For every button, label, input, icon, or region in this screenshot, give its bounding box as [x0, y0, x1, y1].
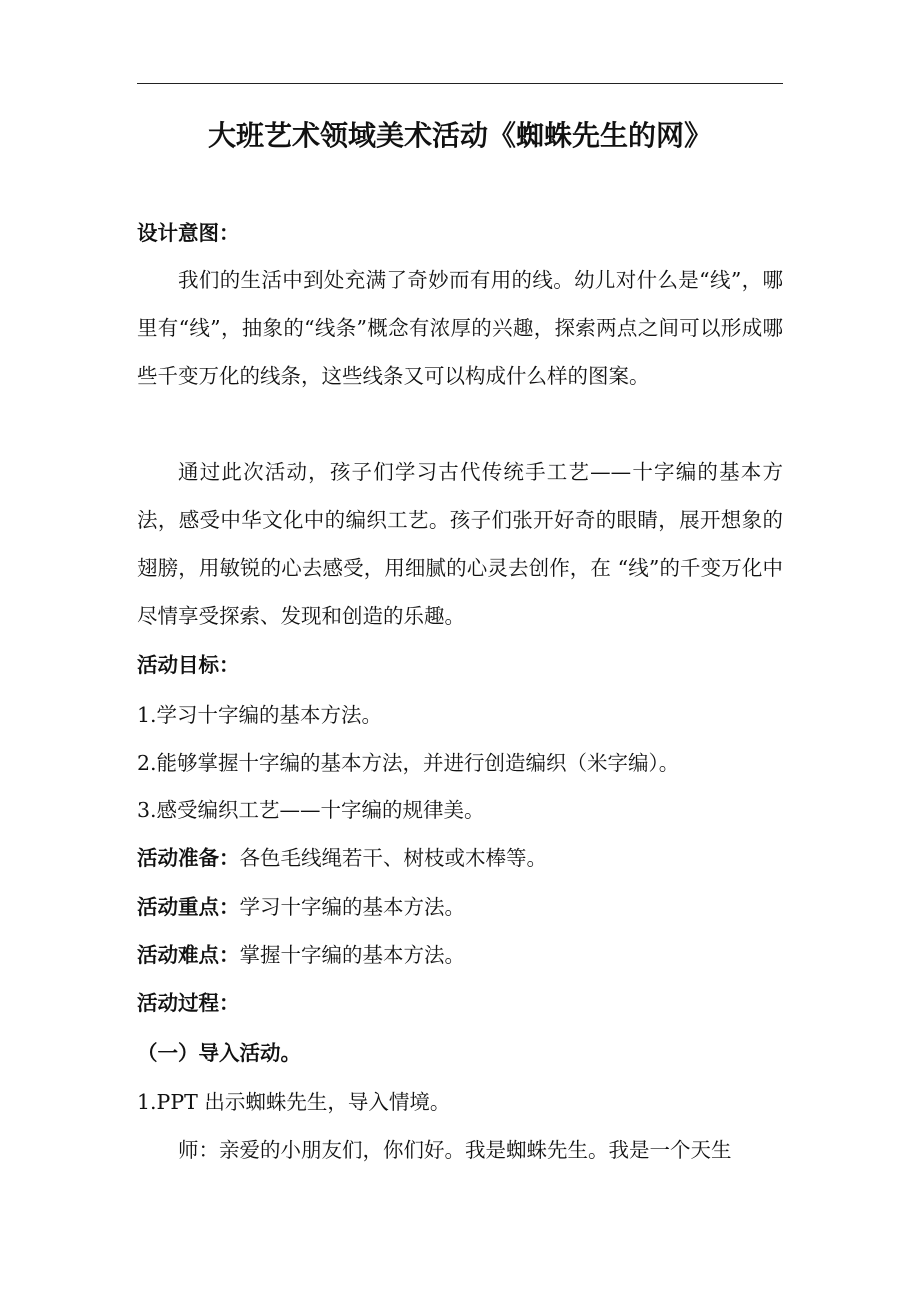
preparation-line: [137, 841, 783, 875]
difficulty-text: 掌握十字编的基本方法。: [239, 943, 465, 967]
design-intent-paragraph-2: 通过此次活动，孩子们学习古代传统手工艺——十字编的基本方法，感受中华文化中的编织工艺。孩子们张开好奇的眼睛，展开想象的翅膀，用敏锐的心去感受，用细腻的心灵去创作，在 “线”的千变万化中尽情享受探索、发现和创造的乐趣。: [137, 460, 783, 628]
goals-heading: 活动目标：: [137, 653, 240, 677]
document-title: 大班艺术领域美术活动《蜘蛛先生的网》: [207, 119, 712, 152]
goal-item-1: 1.学习十字编的基本方法。: [137, 703, 383, 727]
goal-item-2: 2.能够掌握十字编的基本方法，并进行创造编织（米字编）。: [137, 751, 680, 775]
key-point-text: 学习十字编的基本方法。: [239, 895, 465, 919]
preparation-text: 各色毛线绳若干、树枝或木棒等。: [239, 846, 547, 870]
preparation-label: 活动准备：: [137, 846, 240, 870]
difficulty-line: [137, 938, 783, 972]
difficulty-label: 活动难点：: [137, 943, 240, 967]
goal-item-3: 3.感受编织工艺——十字编的规律美。: [137, 798, 485, 822]
design-intent-paragraph-1: 我们的生活中到处充满了奇妙而有用的线。幼儿对什么是“线”，哪里有“线”，抽象的“线条”概念有浓厚的兴趣，探索两点之间可以形成哪些千变万化的线条，这些线条又可以构成什么样的图案。: [137, 268, 783, 388]
key-point-line: [137, 890, 783, 924]
design-intent-heading: 设计意图：: [137, 221, 240, 245]
process-heading: 活动过程：: [137, 991, 240, 1015]
process-section-1-heading: （一）导入活动。: [137, 1041, 301, 1065]
header-rule: [137, 83, 783, 84]
key-point-label: 活动重点：: [137, 895, 240, 919]
process-dialogue: 师：亲爱的小朋友们，你们好。我是蜘蛛先生。我是一个天生: [178, 1138, 732, 1162]
process-step-1: 1.PPT 出示蜘蛛先生，导入情境。: [137, 1090, 451, 1114]
